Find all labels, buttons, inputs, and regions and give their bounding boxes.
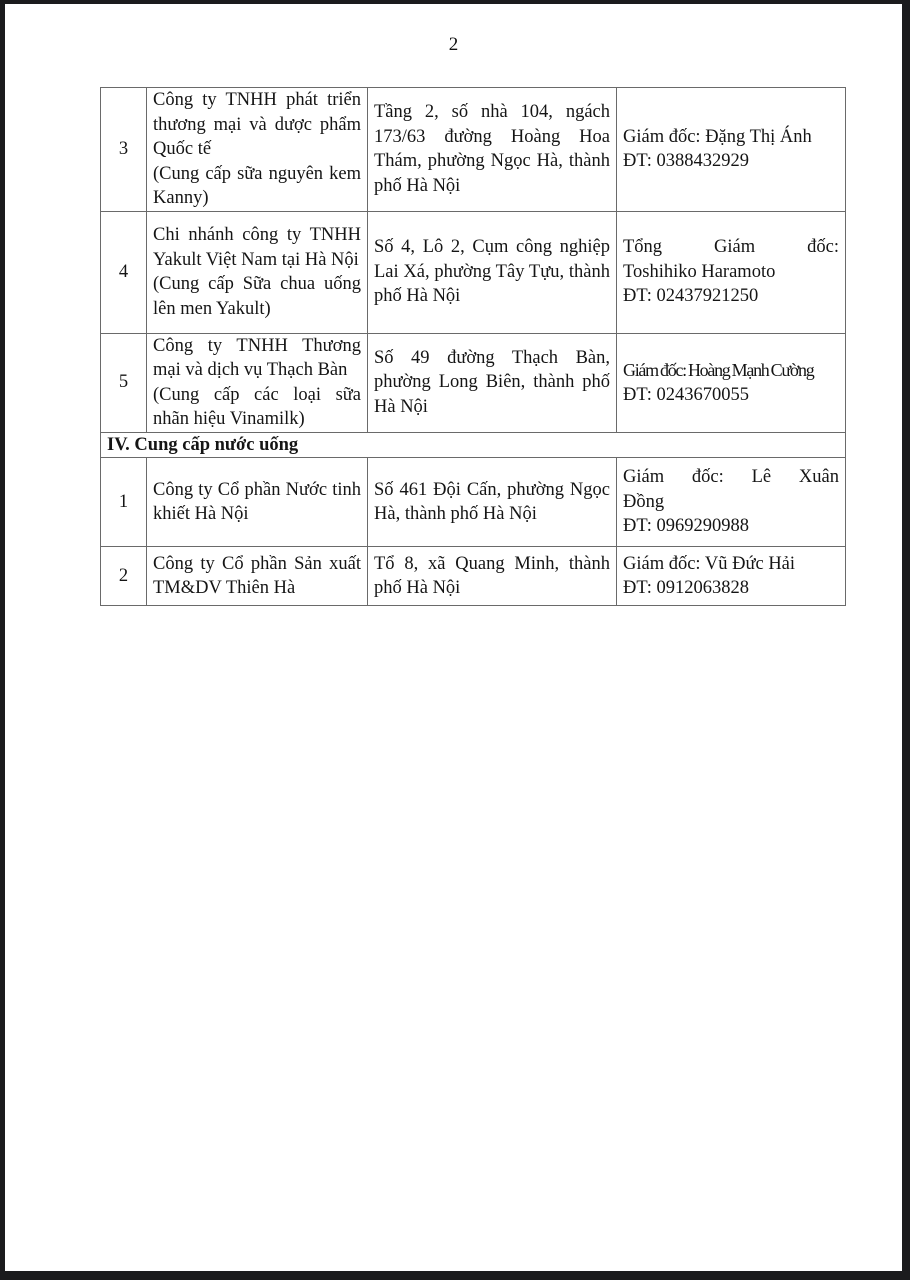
table-row bbox=[101, 547, 846, 606]
contact-phone: ĐT: 0243670055 bbox=[623, 384, 750, 405]
contact-cell bbox=[617, 333, 846, 432]
supply-note: (Cung cấp Sữa chua uống lên men Yakult) bbox=[153, 274, 361, 319]
table-row bbox=[101, 211, 846, 333]
address-cell: Số 4, Lô 2, Cụm công nghiệp Lai Xá, phường Tây Tựu, thành phố Hà Nội bbox=[368, 211, 617, 333]
company-name-cell: Công ty Cổ phần Nước tinh khiết Hà Nội bbox=[147, 458, 368, 547]
contact-cell bbox=[617, 547, 846, 606]
contact-role: Giám đốc: Vũ Đức Hải bbox=[623, 553, 796, 574]
supply-note: (Cung cấp sữa nguyên kem Kanny) bbox=[153, 163, 361, 208]
contact-role: Giám đốc: Lê Xuân bbox=[623, 467, 839, 488]
company-name-cell bbox=[147, 333, 368, 432]
contact-phone: ĐT: 0969290988 bbox=[623, 516, 750, 537]
contact-cell bbox=[617, 458, 846, 547]
company-name-cell bbox=[147, 211, 368, 333]
contact-name: Đồng bbox=[623, 491, 665, 512]
contact-role: Tổng Giám đốc: bbox=[623, 237, 839, 258]
row-index: 3 bbox=[101, 88, 147, 212]
contact-phone: ĐT: 0388432929 bbox=[623, 151, 750, 172]
row-index: 4 bbox=[101, 211, 147, 333]
row-index: 1 bbox=[101, 458, 147, 547]
document-page bbox=[5, 4, 902, 1271]
contact-role: Giám đốc: Đặng Thị Ánh bbox=[623, 126, 812, 147]
section-title: IV. Cung cấp nước uống bbox=[101, 432, 846, 458]
supply-note: (Cung cấp các loại sữa nhãn hiệu Vinamilk) bbox=[153, 384, 361, 429]
table-row bbox=[101, 333, 846, 432]
company-name-cell bbox=[147, 88, 368, 212]
address-cell: Tầng 2, số nhà 104, ngách 173/63 đường Hoàng Hoa Thám, phường Ngọc Hà, thành phố Hà Nội bbox=[368, 88, 617, 212]
address-cell: Tổ 8, xã Quang Minh, thành phố Hà Nội bbox=[368, 547, 617, 606]
contact-phone: ĐT: 0912063828 bbox=[623, 578, 750, 598]
company-name: Chi nhánh công ty TNHH Yakult Việt Nam tại Hà Nội bbox=[153, 225, 361, 270]
table-row bbox=[101, 88, 846, 212]
contact-cell bbox=[617, 211, 846, 333]
row-index: 5 bbox=[101, 333, 147, 432]
address-cell: Số 49 đường Thạch Bàn, phường Long Biên, thành phố Hà Nội bbox=[368, 333, 617, 432]
section-header-row bbox=[101, 432, 846, 458]
company-name-cell: Công ty Cổ phần Sản xuất TM&DV Thiên Hà bbox=[147, 547, 368, 606]
row-index: 2 bbox=[101, 547, 147, 606]
company-name: Công ty TNHH phát triển thương mại và dược phẩm Quốc tế bbox=[153, 90, 361, 159]
supplier-table bbox=[100, 87, 846, 606]
table-row bbox=[101, 458, 846, 547]
contact-phone: ĐT: 02437921250 bbox=[623, 286, 759, 307]
company-name: Công ty TNHH Thương mại và dịch vụ Thạch Bàn bbox=[153, 335, 361, 380]
contact-role: Giám đốc: Hoàng Mạnh Cường bbox=[623, 360, 814, 380]
page-number: 2 bbox=[448, 34, 459, 55]
address-cell: Số 461 Đội Cấn, phường Ngọc Hà, thành phố Hà Nội bbox=[368, 458, 617, 547]
contact-name: Toshihiko Haramoto bbox=[623, 261, 776, 282]
contact-cell bbox=[617, 88, 846, 212]
